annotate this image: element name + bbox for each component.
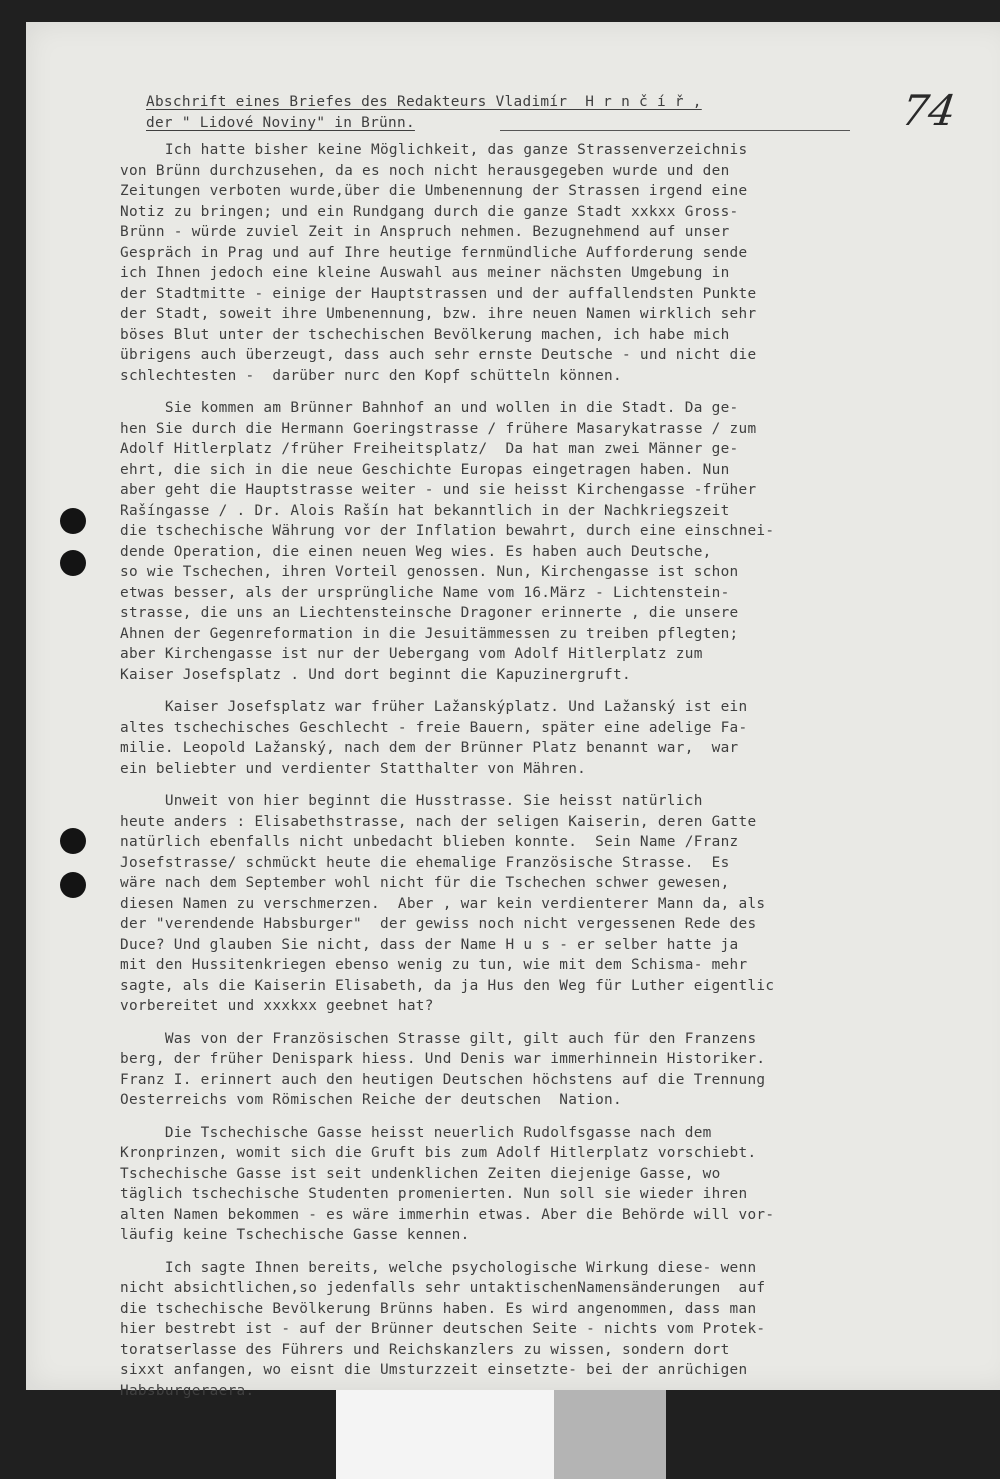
text-line: Adolf Hitlerplatz /früher Freiheitsplatz/ Da hat man zwei Männer ge- (120, 441, 739, 457)
text-line: der "verendende Habsburger" der gewiss noch nicht vergessenen Rede des (120, 916, 757, 932)
text-line: aber geht die Hauptstrasse weiter - und sie heisst Kirchengasse -früher (120, 482, 757, 498)
paragraph (120, 1029, 976, 1111)
text-line: läufig keine Tschechische Gasse kennen. (120, 1227, 470, 1243)
document-heading (146, 92, 702, 133)
text-line: böses Blut unter der tschechischen Bevölkerung machen, ich habe mich (120, 326, 730, 343)
punch-hole (60, 550, 86, 576)
paragraph (120, 791, 976, 1017)
heading-underline (500, 130, 850, 131)
letter-body (120, 140, 976, 1401)
text-line: etwas besser, als der ursprüngliche Name vom 16.März - Lichtenstein- (120, 584, 730, 601)
text-line: Zeitungen verboten wurde,über die Umbenennung der Strassen irgend eine (120, 183, 748, 199)
text-line: Gespräch in Prag und auf Ihre heutige fernmündliche Aufforderung sende (120, 244, 748, 261)
text-line: Habsburgeraera. (120, 1382, 255, 1399)
text-line: die tschechische Währung vor der Inflation bewahrt, durch eine einschnei- (120, 523, 775, 539)
text-line: milie. Leopold Lažanský, nach dem der Brünner Platz benannt war, war (120, 740, 739, 756)
text-line: altes tschechisches Geschlecht - freie Bauern, später eine adelige Fa- (120, 719, 748, 736)
color-strip-gray (554, 1390, 666, 1479)
heading-line: Abschrift eines Briefes des Redakteurs Vladimír H r n č í ř , (146, 94, 702, 110)
text-line: Ahnen der Gegenreformation in die Jesuitämmessen zu treiben pflegten; (120, 625, 739, 642)
text-line: Sie kommen am Brünner Bahnhof an und wollen in die Stadt. Da ge- (120, 400, 739, 416)
text-line: Kaiser Josefsplatz war früher Lažanskýplatz. Und Lažanský ist ein (120, 699, 748, 715)
text-line: Kronprinzen, womit sich die Gruft bis zum Adolf Hitlerplatz vorschiebt. (120, 1145, 757, 1161)
text-line: diesen Namen zu verschmerzen. Aber , war kein verdienterer Mann da, als (120, 895, 766, 912)
text-line: alten Namen bekommen - es wäre immerhin etwas. Aber die Behörde will vor- (120, 1206, 775, 1223)
paragraph (120, 140, 976, 386)
text-line: der Stadtmitte - einige der Hauptstrassen und der auffallendsten Punkte (120, 285, 757, 302)
text-line: heute anders : Elisabethstrasse, nach der seligen Kaiserin, deren Gatte (120, 813, 757, 830)
paragraph-gap (120, 685, 976, 697)
text-line: der Stadt, soweit ihre Umbenennung, bzw. ihre neuen Namen wirklich sehr (120, 306, 757, 322)
paragraph (120, 1258, 976, 1402)
text-line: strasse, die uns an Liechtensteinsche Dragoner erinnerte , die unsere (120, 605, 739, 621)
text-line: wäre nach dem September wohl nicht für die Tschechen schwer gewesen, (120, 875, 730, 891)
text-line: sixxt anfangen, wo eisnt die Umsturzzeit einsetzte- bei der anrüchigen (120, 1362, 748, 1378)
paragraph-gap (120, 1017, 976, 1029)
text-line: so wie Tschechen, ihren Vorteil genossen. Nun, Kirchengasse ist schon (120, 564, 739, 580)
text-line: Die Tschechische Gasse heisst neuerlich Rudolfsgasse nach dem (120, 1124, 712, 1141)
text-line: Duce? Und glauben Sie nicht, dass der Name H u s - er selber hatte ja (120, 936, 739, 953)
punch-hole (60, 872, 86, 898)
paragraph (120, 697, 976, 779)
text-line: natürlich ebenfalls nicht unbedacht blieben konnte. Sein Name /Franz (120, 834, 739, 850)
text-line: täglich tschechische Studenten promenierten. Nun soll sie wieder ihren (120, 1186, 748, 1202)
text-line: Ich hatte bisher keine Möglichkeit, das ganze Strassenverzeichnis (120, 142, 748, 158)
text-line: hen Sie durch die Hermann Goeringstrasse / frühere Masarykatrasse / zum (120, 420, 757, 437)
text-line: die tschechische Bevölkerung Brünns haben. Es wird angenommen, dass man (120, 1300, 757, 1317)
paragraph-gap (120, 779, 976, 791)
text-line: sagte, als die Kaiserin Elisabeth, da ja Hus den Weg für Luther eigentlic (120, 977, 775, 994)
text-line: Tschechische Gasse ist seit undenklichen Zeiten diejenige Gasse, wo (120, 1165, 721, 1182)
text-line: schlechtesten - darüber nurc den Kopf schütteln können. (120, 367, 622, 384)
text-line: Notiz zu bringen; und ein Rundgang durch die ganze Stadt xxkxx Gross- (120, 203, 739, 220)
paragraph-gap (120, 1246, 976, 1258)
text-line: Kaiser Josefsplatz . Und dort beginnt die Kapuzinergruft. (120, 666, 631, 683)
paragraph-gap (120, 386, 976, 398)
text-line: Brünn - würde zuviel Zeit in Anspruch nehmen. Bezugnehmend auf unser (120, 224, 730, 240)
punch-hole (60, 828, 86, 854)
text-line: dende Operation, die einen neuen Weg wies. Es haben auch Deutsche, (120, 543, 712, 560)
handwritten-page-number: 74 (898, 86, 959, 135)
text-line: Rašíngasse / . Dr. Alois Rašín hat bekanntlich in der Nachkriegszeit (120, 502, 730, 519)
text-line: aber Kirchengasse ist nur der Uebergang vom Adolf Hitlerplatz zum (120, 646, 703, 662)
text-line: Unweit von hier beginnt die Husstrasse. Sie heisst natürlich (120, 793, 703, 809)
text-line: Josefstrasse/ schmückt heute die ehemalige Französische Strasse. Es (120, 854, 730, 871)
color-strip-white (336, 1390, 554, 1479)
text-line: von Brünn durchzusehen, da es noch nicht herausgegeben wurde und den (120, 162, 730, 179)
text-line: Oesterreichs vom Römischen Reiche der deutschen Nation. (120, 1092, 622, 1108)
paragraph (120, 398, 976, 685)
paragraph-gap (120, 1111, 976, 1123)
text-line: mit den Hussitenkriegen ebenso wenig zu tun, wie mit dem Schisma- mehr (120, 957, 748, 973)
text-line: ich Ihnen jedoch eine kleine Auswahl aus meiner nächsten Umgebung in (120, 265, 730, 281)
text-line: vorbereitet und xxxkxx geebnet hat? (120, 998, 434, 1014)
text-line: Ich sagte Ihnen bereits, welche psychologische Wirkung diese- wenn (120, 1259, 757, 1276)
text-line: nicht absichtlichen,so jedenfalls sehr untaktischenNamensänderungen auf (120, 1280, 766, 1296)
paragraph (120, 1123, 976, 1246)
text-line: Was von der Französischen Strasse gilt, gilt auch für den Franzens (120, 1030, 757, 1047)
heading-line: der " Lidové Noviny" in Brünn. (146, 114, 415, 131)
text-line: Franz I. erinnert auch den heutigen Deutschen höchstens auf die Trennung (120, 1071, 766, 1088)
text-line: übrigens auch überzeugt, dass auch sehr ernste Deutsche - und nicht die (120, 347, 757, 363)
text-line: berg, der früher Denispark hiess. Und Denis war immerhinnein Historiker. (120, 1051, 766, 1067)
punch-hole (60, 508, 86, 534)
text-line: ehrt, die sich in die neue Geschichte Europas eingetragen haben. Nun (120, 461, 730, 478)
text-line: toratserlasse des Führers und Reichskanzlers zu wissen, sondern dort (120, 1341, 730, 1358)
text-line: hier bestrebt ist - auf der Brünner deutschen Seite - nichts vom Protek- (120, 1321, 766, 1337)
text-line: ein beliebter und verdienter Statthalter von Mähren. (120, 760, 587, 777)
